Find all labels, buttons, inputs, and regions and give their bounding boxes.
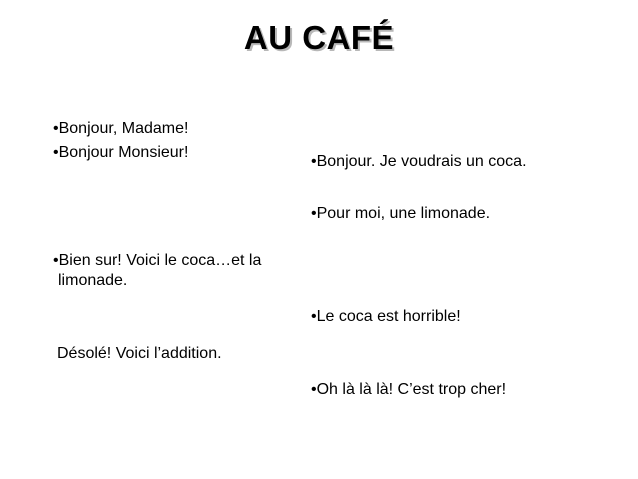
right-line-3-text: Le coca est horrible!: [316, 308, 461, 325]
bullet-marker: •: [53, 252, 59, 269]
left-line-1: [53, 119, 188, 139]
bullet-marker: •: [311, 153, 317, 170]
left-line-2: [53, 143, 188, 163]
right-line-2-text: Pour moi, une limonade.: [316, 205, 491, 222]
left-line-3: [53, 251, 261, 291]
left-line-1-text: Bonjour, Madame!: [58, 120, 189, 137]
right-line-1-text: Bonjour. Je voudrais un coca.: [316, 153, 527, 170]
right-line-2: [311, 204, 490, 224]
left-line-2-text: Bonjour Monsieur!: [58, 144, 189, 161]
bullet-marker: •: [53, 120, 59, 137]
bullet-marker: •: [53, 144, 59, 161]
bullet-marker: •: [311, 205, 317, 222]
left-line-4: [57, 344, 222, 364]
bullet-marker: •: [311, 308, 317, 325]
right-line-3: [311, 307, 461, 327]
right-line-4-text: Oh là là là! C’est trop cher!: [316, 381, 507, 398]
right-line-4: [311, 380, 506, 400]
left-line-4-text: Désolé! Voici l’addition.: [57, 345, 222, 362]
slide-title: AU CAFÉ: [243, 19, 395, 56]
left-line-3-continuation: limonade.: [58, 272, 128, 289]
left-line-3-text: Bien sur! Voici le coca…et la: [58, 252, 262, 269]
bullet-marker: •: [311, 381, 317, 398]
right-line-1: [311, 152, 527, 172]
